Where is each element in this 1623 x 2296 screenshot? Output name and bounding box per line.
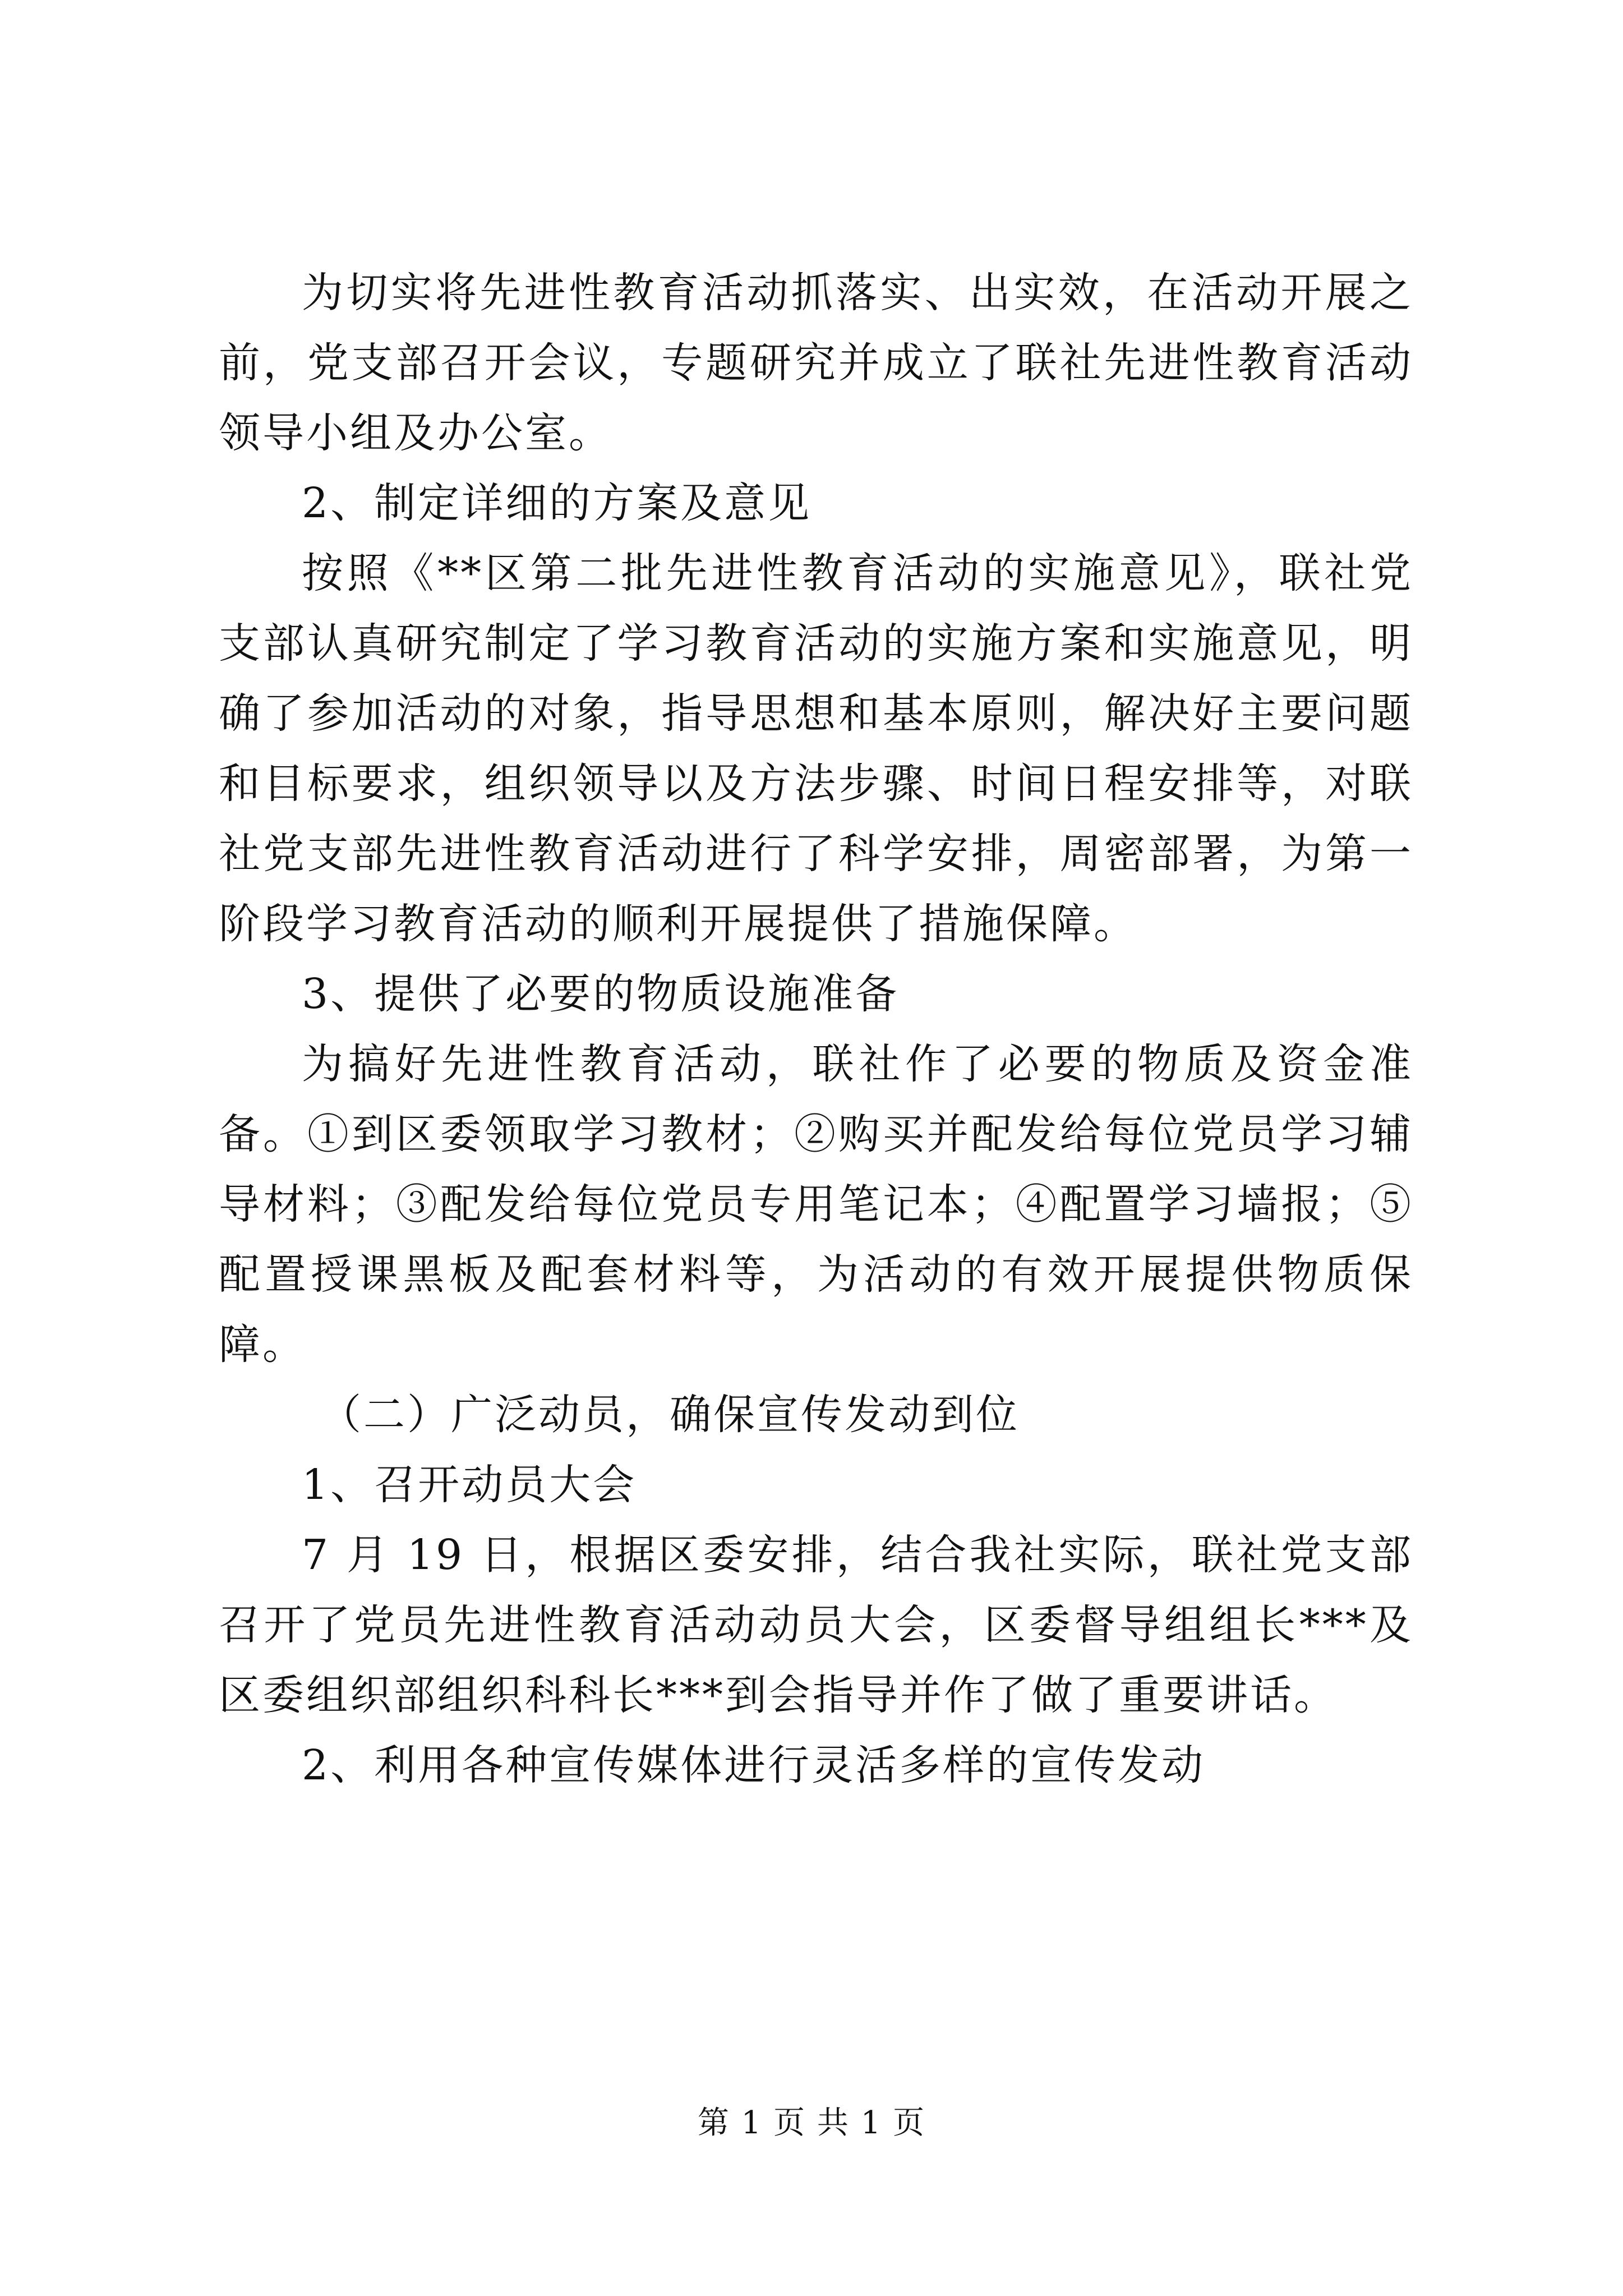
section-heading-media: 2、利用各种宣传媒体进行灵活多样的宣传发动	[302, 1741, 1206, 1789]
page-footer: 第 1 页 共 1 页	[697, 2105, 926, 2141]
paragraph-1: 为切实将先进性教育活动抓落实、出实效，在活动开展之前，党支部召开会议，专题研究并成立了联社先进性教育活动领导小组及办公室。	[219, 269, 1413, 457]
document-body	[219, 258, 1413, 1801]
paragraph-4: 7 月 19 日，根据区委安排，结合我社实际，联社党支部召开了党员先进性教育活动动员大会，区委督导组组长***及区委组织部组织科科长***到会指导并作了做了重要讲话。	[219, 1531, 1413, 1719]
section-heading-1: 1、召开动员大会	[302, 1461, 637, 1509]
section-heading-part-2: （二）广泛动员，确保宣传发动到位	[320, 1391, 1020, 1439]
section-heading-3: 3、提供了必要的物质设施准备	[302, 970, 900, 1018]
section-heading-2: 2、制定详细的方案及意见	[302, 479, 812, 527]
paragraph-3: 为搞好先进性教育活动，联社作了必要的物质及资金准备。①到区委领取学习教材；②购买并配发给每位党员学习辅导材料；③配发给每位党员专用笔记本；④配置学习墙报；⑤配置授课黑板及配套材料等，为活动的有效开展提供物质保障。	[219, 1040, 1413, 1369]
paragraph-2: 按照《**区第二批先进性教育活动的实施意见》，联社党支部认真研究制定了学习教育活动的实施方案和实施意见，明确了参加活动的对象，指导思想和基本原则，解决好主要问题和目标要求，组织领导以及方法步骤、时间日程安排等，对联社党支部先进性教育活动进行了科学安排，周密部署，为第一阶段学习教育活动的顺利开展提供了措施保障。	[219, 549, 1413, 948]
